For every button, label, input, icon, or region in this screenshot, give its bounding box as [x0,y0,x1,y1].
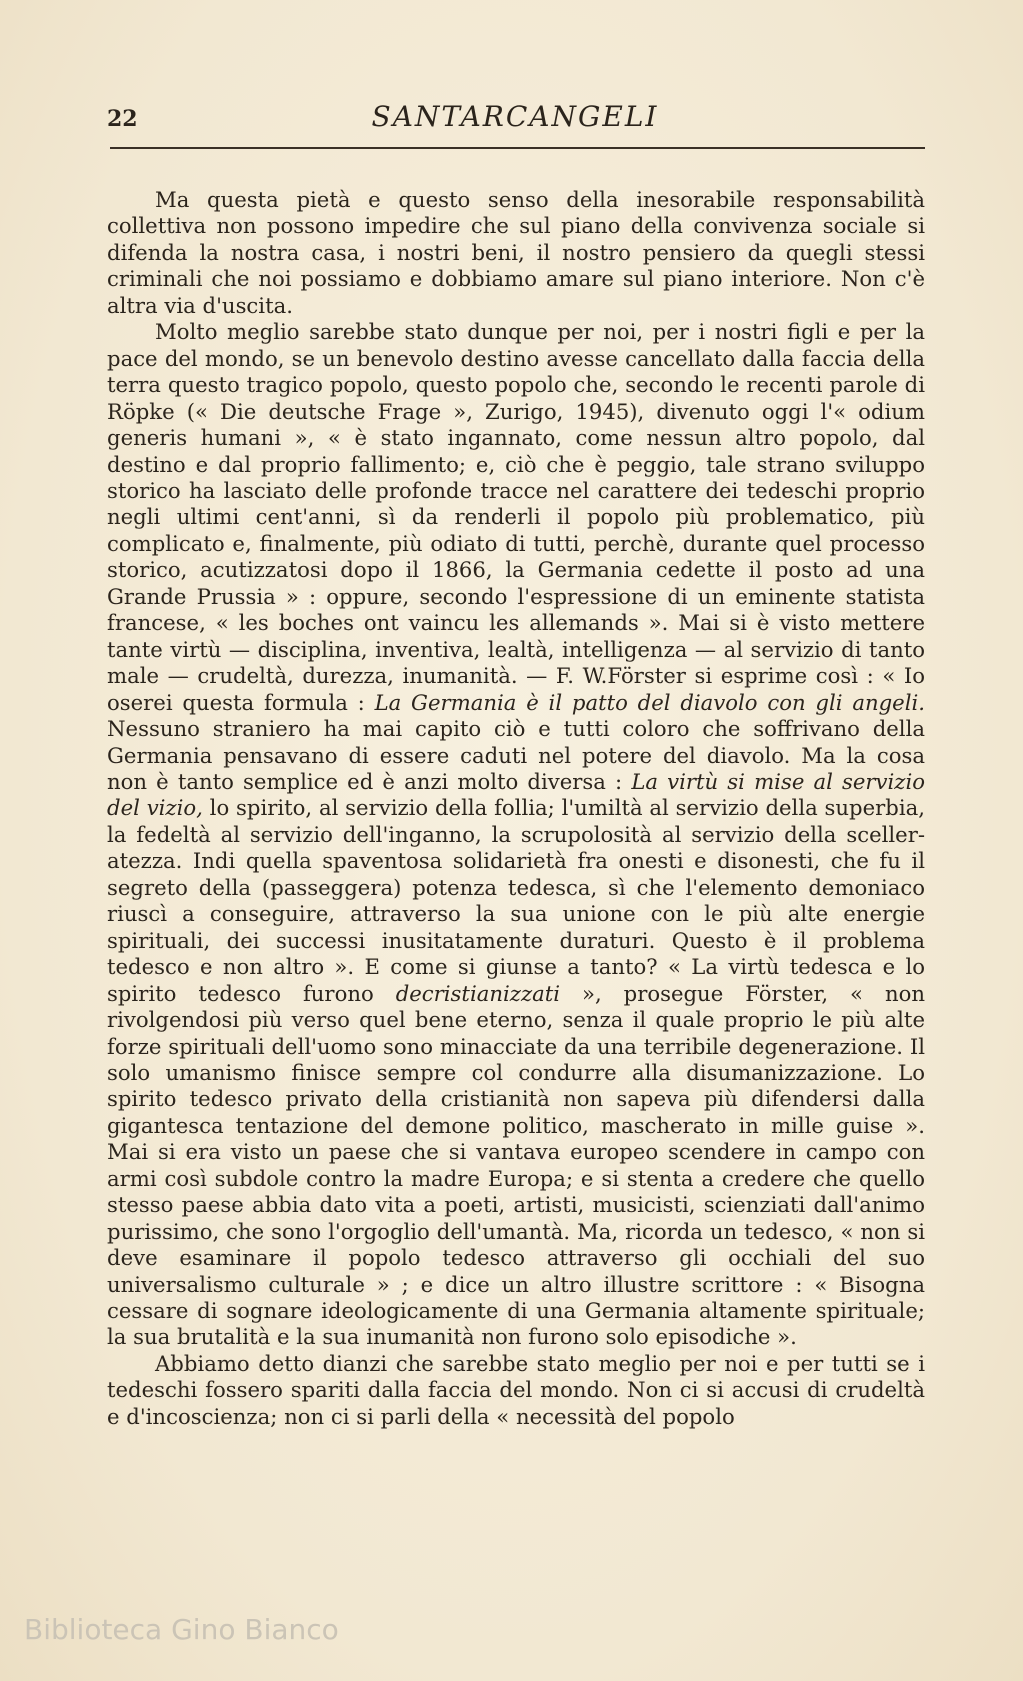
italic-quote: La virtù si mise al servizio del vizio, [107,768,925,821]
paragraph-text: Abbiamo detto dianzi che sarebbe stato meglio per noi e per tutti se i tedeschi fossero spariti dalla faccia del mondo. Non ci si accusi di crudeltà e d'incoscienza; non ci si parli della « necessità del popolo [107,1350,925,1429]
header-rule [110,147,925,149]
paragraph-text: lo spirito, al servizio della follia; l'umiltà al servizio della superbia, la fedeltà al servizio dell'inganno, la scrupolosità al servizio della scelleratezza. Indi quella spaventosa solidarietà fra onesti e disonesti, che fu il segreto della (passeggera) potenza tedesca, sì che l'elemento demoniaco riuscì a conseguire, attraverso la sua unione con le più alte energie spirituali, dei successi inusitatamente duraturi. Questo è il problema tedesco e non altro ». E come si giunse a tanto? « La virtù tedesca e lo spirito tedesco furono [107,795,925,1006]
running-head [107,100,923,140]
paragraph-text: », prosegue Förster, « non rivolgendosi più verso quel bene eterno, senza il quale proprio le più alte forze spirituali dell'uomo sono minacciate da una terribile degenerazione. Il solo umanismo finisce sempre col condurre alla disumanizzazione. Lo spirito tedesco privato della cristianità non sapeva più difendersi dalla gigantesca tentazione del demone politico, mascherato in mille guise ». Mai si era visto un paese che si vantava europeo scendere in campo con armi così subdole contro la madre Europa; e si stenta a credere che quello stesso paese abbia dato vita a poeti, artisti, musicisti, scienziati dall'animo purissimo, che sono l'orgoglio dell'umantà. Ma, ricorda un tedesco, « non si deve esaminare il popolo tedesco attraverso gli occhiali del suo universalismo culturale » ; e dice un altro illustre scrittore : « Bisogna cessare di sognare ideologicamente di una Germania altamente spirituale; la sua brutalità e la sua inumanità non furono solo episodiche ». [107,980,926,1350]
italic-quote: La Germania è il patto del diavolo con gli angeli. [374,689,925,715]
paragraph-text: Nessuno straniero ha mai capito ciò e tutti coloro che soffrivano della Germania pensavano di essere caduti nel potere del diavolo. Ma la cosa non è tanto semplice ed è anzi molto diversa : [107,716,925,794]
page-number: 22 [107,106,138,132]
body-text [107,187,925,1430]
paragraph [107,319,925,1351]
paragraph [107,187,925,319]
library-watermark: Biblioteca Gino Bianco [24,1613,339,1646]
paragraph-text: Molto meglio sarebbe stato dunque per noi, per i nostri figli e per la pace del mondo, se un benevolo destino avesse cancellato dalla faccia della terra questo tragico popolo, questo popolo che, secondo le recenti parole di Röpke (« Die deutsche Frage », Zurigo, 1945), divenuto oggi l'« odium generis humani », « è stato ingannato, come nessun altro popolo, dal destino e dal proprio fallimento; e, ciò che è peggio, tale strano sviluppo storico ha lasciato delle profonde tracce nel carattere dei tedeschi proprio negli ultimi cent'anni, sì da renderli il popolo più problematico, più complicato e, finalmente, più odiato di tutti, perchè, durante quel processo storico, acutizzatosi dopo il 1866, la Germania cedette il posto ad una Grande Prussia » : oppure, secondo l'espressione di un eminente statista francese, « les boches ont vaincu les allemands ». Mai si è visto mettere tante virtù — disciplina, inventiva, lealtà, intelligenza — al servizio di tanto male — crudeltà, durezza, inumanità. — F. W.Förster si esprime così : « Io oserei questa formula : [107,319,925,715]
paragraph-text: Ma questa pietà e questo senso della inesorabile responsabilità collettiva non possono impedire che sul piano della convivenza sociale si difenda la nostra casa, i nostri beni, il nostro pensiero da quegli stessi criminali che noi possiamo e dobbiamo amare sul piano interiore. Non c'è altra via d'uscita. [107,187,925,318]
paragraph [107,1351,925,1430]
italic-term: decristianizzati [395,980,561,1006]
running-title: SANTARCANGELI [371,100,659,133]
